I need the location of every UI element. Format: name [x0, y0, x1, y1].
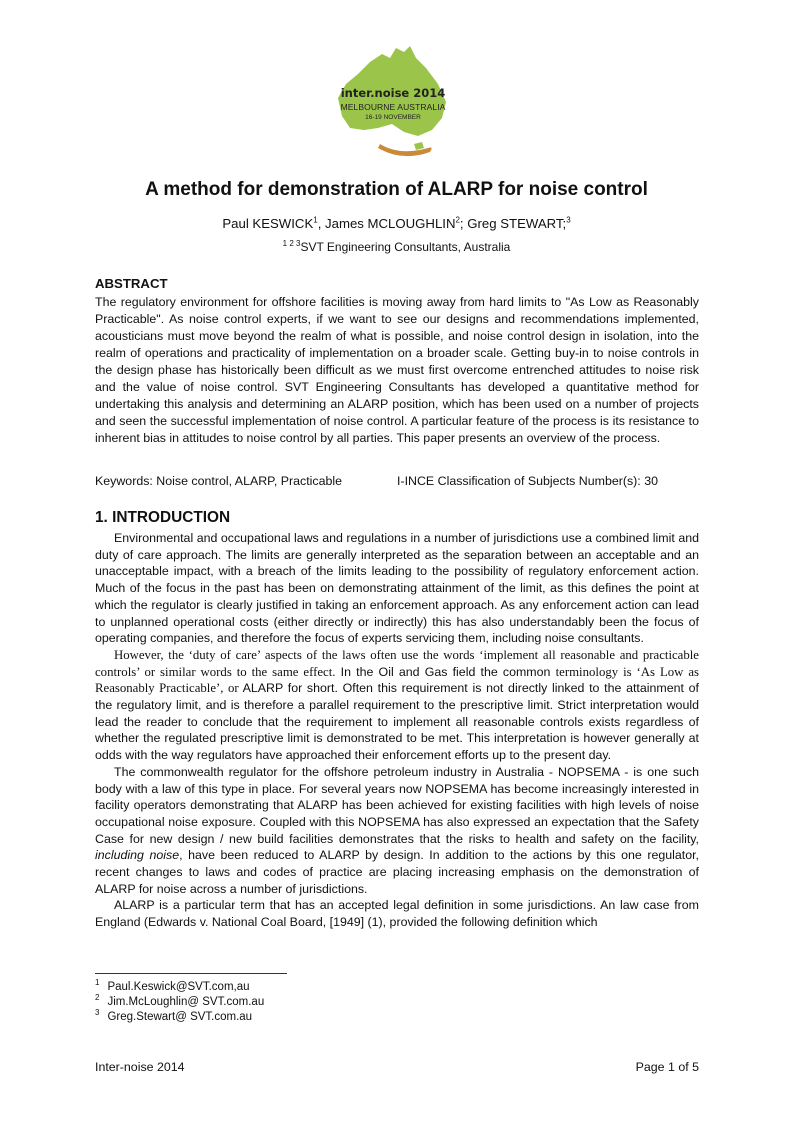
footnote-mark: 1 — [95, 978, 100, 988]
footnote — [95, 980, 264, 995]
author-name: Paul KESWICK — [222, 216, 314, 231]
footnote-mark: 2 — [95, 993, 100, 1003]
emphasis: including noise — [95, 848, 180, 863]
footnote-mark: 3 — [95, 1008, 100, 1018]
introduction-body — [95, 530, 699, 931]
section-heading-introduction: 1. INTRODUCTION — [95, 509, 231, 526]
footnotes — [95, 980, 264, 1025]
footer-conference: Inter-noise 2014 — [95, 1060, 185, 1074]
classification: I-INCE Classification of Subjects Number(s): 30 — [397, 474, 658, 488]
author-separator: ; — [459, 216, 468, 231]
footnote — [95, 1010, 264, 1025]
logo-location: MELBOURNE AUSTRALIA — [340, 102, 446, 112]
footnote-email: Paul.Keswick@SVT.com,au — [107, 981, 250, 993]
paragraph — [95, 764, 699, 898]
paragraph-serif-segment: terminology is ‘As Low as Reasonably Practicable’, or — [95, 664, 699, 696]
paragraph — [95, 647, 699, 764]
footnote-email: Greg.Stewart@ SVT.com.au — [107, 1011, 253, 1023]
abstract-heading: ABSTRACT — [95, 276, 168, 291]
abstract-text: The regulatory environment for offshore facilities is moving away from hard limits to "As Low as Reasonably Practicable". As noise control experts, if we want to see our designs and recommendations implemented, acousticians must move beyond the realm of what is possible, and noise control design in isolation, into the realm of operations and practicality of implementation on a broader scale. Getting buy-in to noise controls in the design phase has historically been difficult as we must first overcome entrenched attitudes to noise risk and the value of noise control. SVT Engineering Consultants has developed a quantitative method for undertaking this analysis and determining an ALARP position, which has been used on a number of projects and seen the successful implementation of noise control. A particular feature of the process is its resistance to inherent bias in attitudes to noise control by all parties. This paper presents an overview of the process. — [95, 295, 699, 445]
paragraph: Environmental and occupational laws and regulations in a number of jurisdictions use a combined limit and duty of care approach. The limits are generally interpreted as the separation between an acceptable and an unacceptable impact, with a breach of the limits leading to the possibility of regulatory enforcement action. Much of the focus in the past has been on demonstrating attainment of the limit, as this defines the point at which the regulator is clearly justified in taking an enforcement approach. As any enforcement action can lead to unplanned operational costs (either directly or indirectly) this has also understandably been the focus of operating companies, and therefore the focus of experts servicing them, including noise consultants. — [95, 531, 699, 646]
author-mark: 2 — [455, 215, 460, 225]
logo-dates: 16-19 NOVEMBER — [365, 114, 421, 121]
author-list — [0, 216, 793, 231]
author-mark: 3 — [566, 215, 571, 225]
author-name: Greg STEWART; — [467, 216, 567, 231]
author-separator: , — [317, 216, 326, 231]
author-name: James MCLOUGHLIN — [325, 216, 456, 231]
affiliation — [0, 240, 793, 254]
footnote-rule — [95, 973, 287, 974]
paragraph: ALARP is a particular term that has an accepted legal definition in some jurisdictions. An law case from England (Edwards v. National Coal Board, [1949] (1), provided the following definition which — [95, 898, 699, 930]
keywords: Keywords: Noise control, ALARP, Practicable — [95, 474, 343, 488]
logo-title: inter.noise 2014 — [340, 86, 446, 100]
paper-title: A method for demonstration of ALARP for noise control — [145, 179, 648, 200]
affiliation-text: SVT Engineering Consultants, Australia — [300, 240, 511, 254]
paragraph-segment: The commonwealth regulator for the offshore petroleum industry in Australia - NOPSEMA - is one such body with a law of this type in place. For several years now NOPSEMA has become increasingly interested in facility operators demonstrating that ALARP has been achieved for existing facilities with high levels of noise occupational noise exposure. Coupled with this NOPSEMA has also expressed an expectation that the Safety Case for new design / new build facilities demonstrates that the risks to health and safety on the facility, — [95, 764, 699, 846]
author-mark: 1 — [313, 215, 318, 225]
affiliation-marks: 1 2 3 — [282, 239, 301, 248]
paragraph-segment: , have been reduced to ALARP by design. In addition to the actions by this one regulator, recent changes to laws and codes of practice are placing increasing emphasis on the demonstration of ALARP for noise across a number of jurisdictions. — [95, 848, 699, 896]
boomerang-shape — [378, 144, 432, 156]
paragraph-serif-segment: However, the ‘duty of care’ aspects of the laws often use the words ‘implement all reasonable and practicable controls’ or similar words to the same effect. — [95, 647, 699, 679]
paragraph-segment: In the Oil and Gas field the common — [335, 664, 556, 679]
page-number: Page 1 of 5 — [635, 1060, 699, 1074]
footnote — [95, 995, 264, 1010]
footnote-email: Jim.McLoughlin@ SVT.com.au — [107, 996, 265, 1008]
paragraph-segment: ALARP for short. Often this requirement is not directly linked to the attainment of the regulatory limit, and is therefore a parallel requirement to the prescriptive limit. Strict interpretation would lead the reader to conclude that the requirement to implement all reasonable controls exists regardless of whether the regulated prescriptive limit is demonstrated to be met. This interpretation is however generally at odds with the way regulators have approached their enforcement efforts up to the present day. — [95, 681, 699, 763]
